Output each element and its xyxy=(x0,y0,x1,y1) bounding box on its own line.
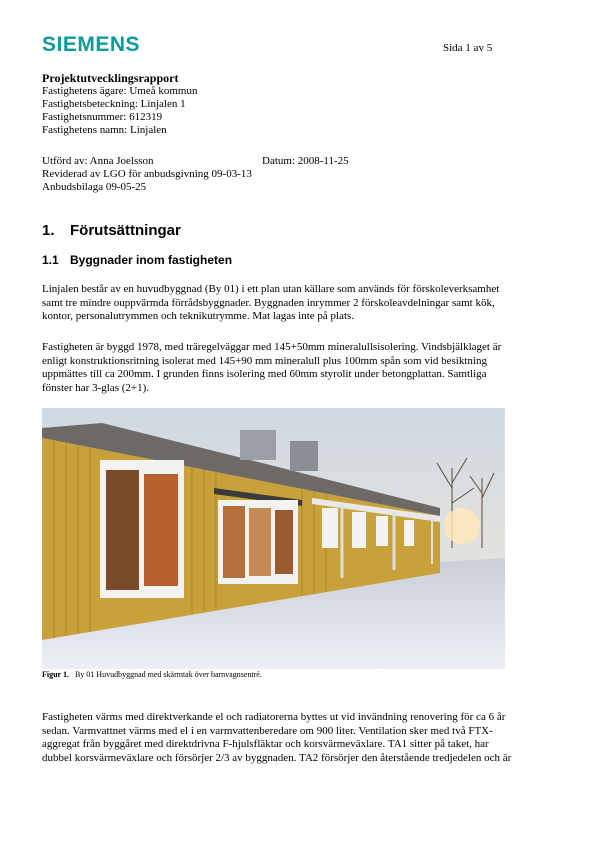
subsection-number: 1.1 xyxy=(42,253,59,267)
page-number: Sida 1 av 5 xyxy=(443,42,493,54)
property-number: Fastighetsnummer: 612319 xyxy=(42,111,163,123)
attachment-note: Anbudsbilaga 09-05-25 xyxy=(42,181,147,193)
paragraph-line: aggregat från byggåret med direktdrivna F-hjulsfläktar och korsvärmeväxlare. TA1 sitter på taket, har xyxy=(42,738,489,750)
report-header xyxy=(42,72,198,137)
subsection-title: Byggnader inom fastigheten xyxy=(70,253,233,267)
property-designation: Fastighetsbeteckning: Linjalen 1 xyxy=(42,98,186,110)
figure-label: Figur 1. xyxy=(42,670,69,679)
section-number: 1. xyxy=(42,222,55,239)
paragraph-line: Fastigheten är byggd 1978, med träregelväggar med 145+50mm mineralullsisolering. Vindsbjälklaget är xyxy=(42,341,502,353)
siemens-logo: SIEMENS xyxy=(42,33,141,56)
property-owner: Fastighetens ägare: Umeå kommun xyxy=(42,85,198,97)
report-meta xyxy=(42,155,542,194)
paragraph-line: Linjalen består av en huvudbyggnad (By 01) i ett plan utan källare som används för förskoleverksamhet xyxy=(42,283,500,295)
paragraph-line: sedan. Varmvattnet värms med el i en varmvattenberedare om 900 liter. Ventilation sker med två FTX- xyxy=(42,724,493,737)
section-heading xyxy=(42,222,181,239)
building-photo xyxy=(42,408,505,669)
performed-by: Utförd av: Anna Joelsson xyxy=(42,155,154,167)
paragraph-buildings xyxy=(42,283,554,324)
revised-note: Reviderad av LGO för anbudsgivning 09-03-13 xyxy=(42,168,252,180)
paragraph-line: Fastigheten värms med direktverkande el och radiatorerna byttes ut vid invändning renovering för ca 6 år xyxy=(42,711,506,723)
figure-caption xyxy=(42,670,262,679)
paragraph-heating xyxy=(42,711,554,765)
report-date: Datum: 2008-11-25 xyxy=(262,155,349,167)
property-name: Fastighetens namn: Linjalen xyxy=(42,124,167,136)
paragraph-line: kontor, personalutrymmen och teknikutrymme. Mat lagas inte på plats. xyxy=(42,310,355,322)
paragraph-line: enligt konstruktionsritning isolerat med 145+90 mm mineralull plus 100mm spån som vid besiktning xyxy=(42,354,487,367)
figure-caption-text: By 01 Huvudbyggnad med skärmtak över barnvagnsentré. xyxy=(74,670,262,679)
section-title: Förutsättningar xyxy=(70,222,181,239)
paragraph-line: fönster har 3-glas (2+1). xyxy=(42,381,150,394)
subsection-heading xyxy=(42,253,232,267)
report-title: Projektutvecklingsrapport xyxy=(42,71,179,85)
paragraph-line: samt tre mindre ouppvärmda förrådsbyggnader. Byggnaden inrymmer 2 förskoleavdelningar samt kök, xyxy=(42,296,495,309)
paragraph-construction xyxy=(42,341,554,395)
paragraph-line: uppmättes till ca 200mm. I grunden finns isolering med 60mm styrolit under betongplattan. Samtliga xyxy=(42,368,487,380)
paragraph-line: dubbel korsvärmeväxlare och försörjer 2/3 av byggnaden. TA2 försörjer den återstående tredjedelen och är xyxy=(42,751,512,764)
